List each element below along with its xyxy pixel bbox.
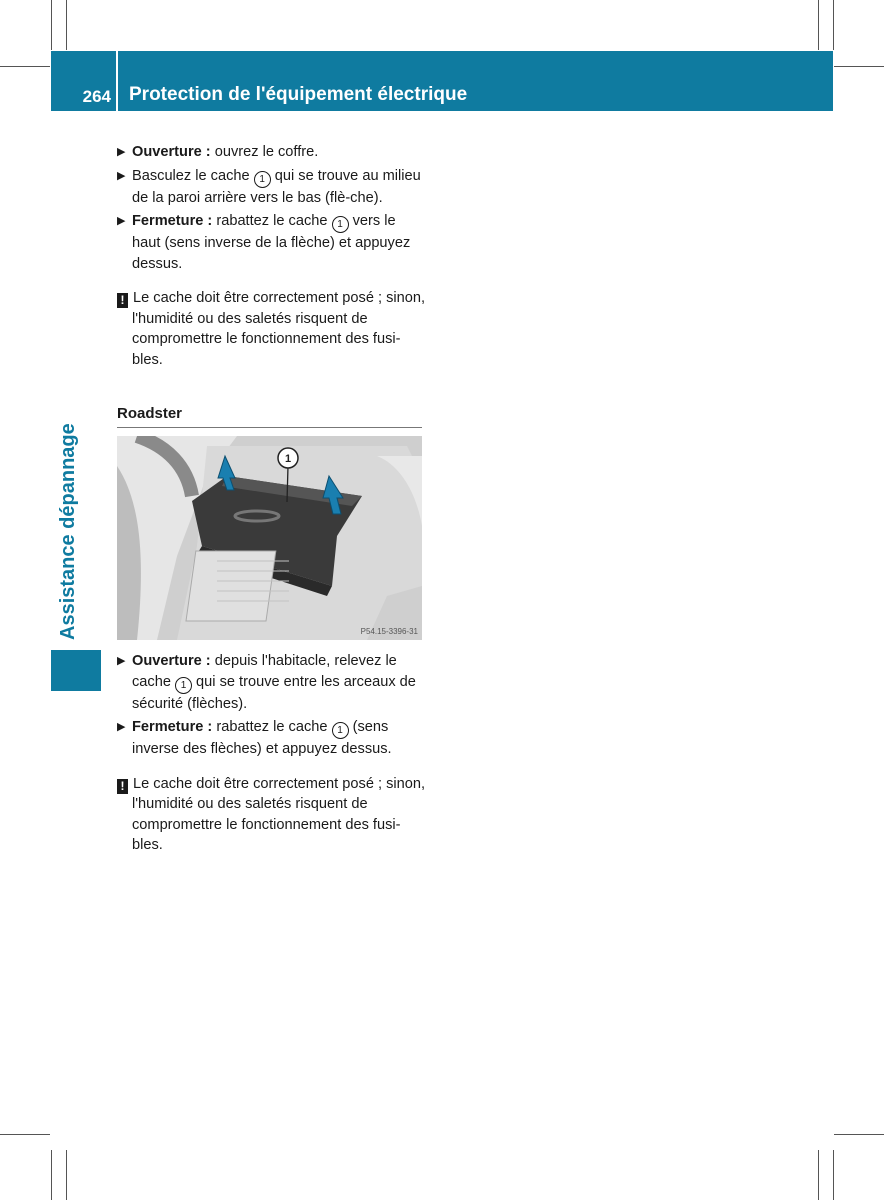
list-item [117, 211, 427, 274]
callout-number: 1 [332, 722, 349, 739]
list-item [117, 142, 427, 163]
callout-number: 1 [175, 677, 192, 694]
item-text: qui se trouve au milieu de la paroi arrière vers le bas (flè-che). [132, 167, 421, 206]
side-tab [51, 650, 101, 691]
crop-mark [66, 1150, 67, 1200]
bullet-arrow-icon: ▶ [117, 169, 126, 182]
exclamation-icon: ! [117, 779, 128, 794]
item-text: depuis l'habitacle, relevez le cache [132, 653, 397, 690]
item-text: Basculez le cache [132, 167, 254, 184]
crop-mark [834, 1134, 884, 1135]
crop-mark [833, 1150, 834, 1200]
crop-mark [833, 0, 834, 50]
exclamation-icon: ! [117, 293, 128, 308]
item-label: Ouverture : [132, 144, 211, 160]
item-text: rabattez le cache [212, 719, 332, 735]
item-label: Fermeture : [132, 213, 213, 229]
roadster-illustration [117, 436, 422, 640]
bullet-arrow-icon: ▶ [117, 215, 126, 227]
item-text: qui se trouve entre les arceaux de sécurité (flèches). [132, 673, 416, 712]
page-number: 264 [82, 87, 111, 106]
section-roadster [117, 651, 427, 856]
item-text: vers le haut (sens inverse de la flèche) et appuyez dessus. [132, 213, 411, 272]
figure-code: P54.15-3396-31 [360, 627, 418, 636]
bullet-arrow-icon: ▶ [117, 655, 126, 667]
warning-note [117, 774, 427, 856]
crop-mark [0, 66, 50, 67]
item-label: Ouverture : [132, 653, 211, 669]
header-divider [116, 51, 118, 111]
item-label: Fermeture : [132, 719, 213, 735]
list-item [117, 166, 427, 209]
callout-number: 1 [332, 216, 349, 233]
bullet-arrow-icon: ▶ [117, 721, 126, 733]
item-text: (sens inverse des flèches) et appuyez dessus. [132, 719, 392, 757]
side-tab-label: Assistance dépannage [57, 423, 79, 640]
note-text: Le cache doit être correctement posé ; sinon, l'humidité ou des saletés risquent de compromettre le fonctionnement des fusi-bles. [132, 290, 426, 368]
item-text: ouvrez le coffre. [210, 144, 319, 160]
item-text: rabattez le cache [212, 213, 332, 229]
crop-mark [834, 66, 884, 67]
roadster-figure [117, 436, 422, 640]
crop-mark [0, 1134, 50, 1135]
crop-mark [818, 1150, 819, 1200]
note-text: Le cache doit être correctement posé ; sinon, l'humidité ou des saletés risquent de compromettre le fonctionnement des fusi-bles. [132, 775, 426, 853]
crop-mark [818, 0, 819, 50]
page-header [51, 51, 833, 111]
page-title: Protection de l'équipement électrique [129, 84, 468, 105]
crop-mark [51, 1150, 52, 1200]
section-title: Roadster [117, 405, 183, 422]
crop-mark [51, 0, 52, 50]
section-divider [117, 427, 422, 428]
crop-mark [66, 0, 67, 50]
callout-number: 1 [254, 171, 271, 188]
bullet-arrow-icon: ▶ [117, 146, 126, 158]
warning-note [117, 288, 427, 370]
figure-callout: 1 [284, 453, 292, 465]
list-item [117, 717, 427, 760]
section-coffre [117, 142, 427, 370]
list-item [117, 651, 427, 714]
